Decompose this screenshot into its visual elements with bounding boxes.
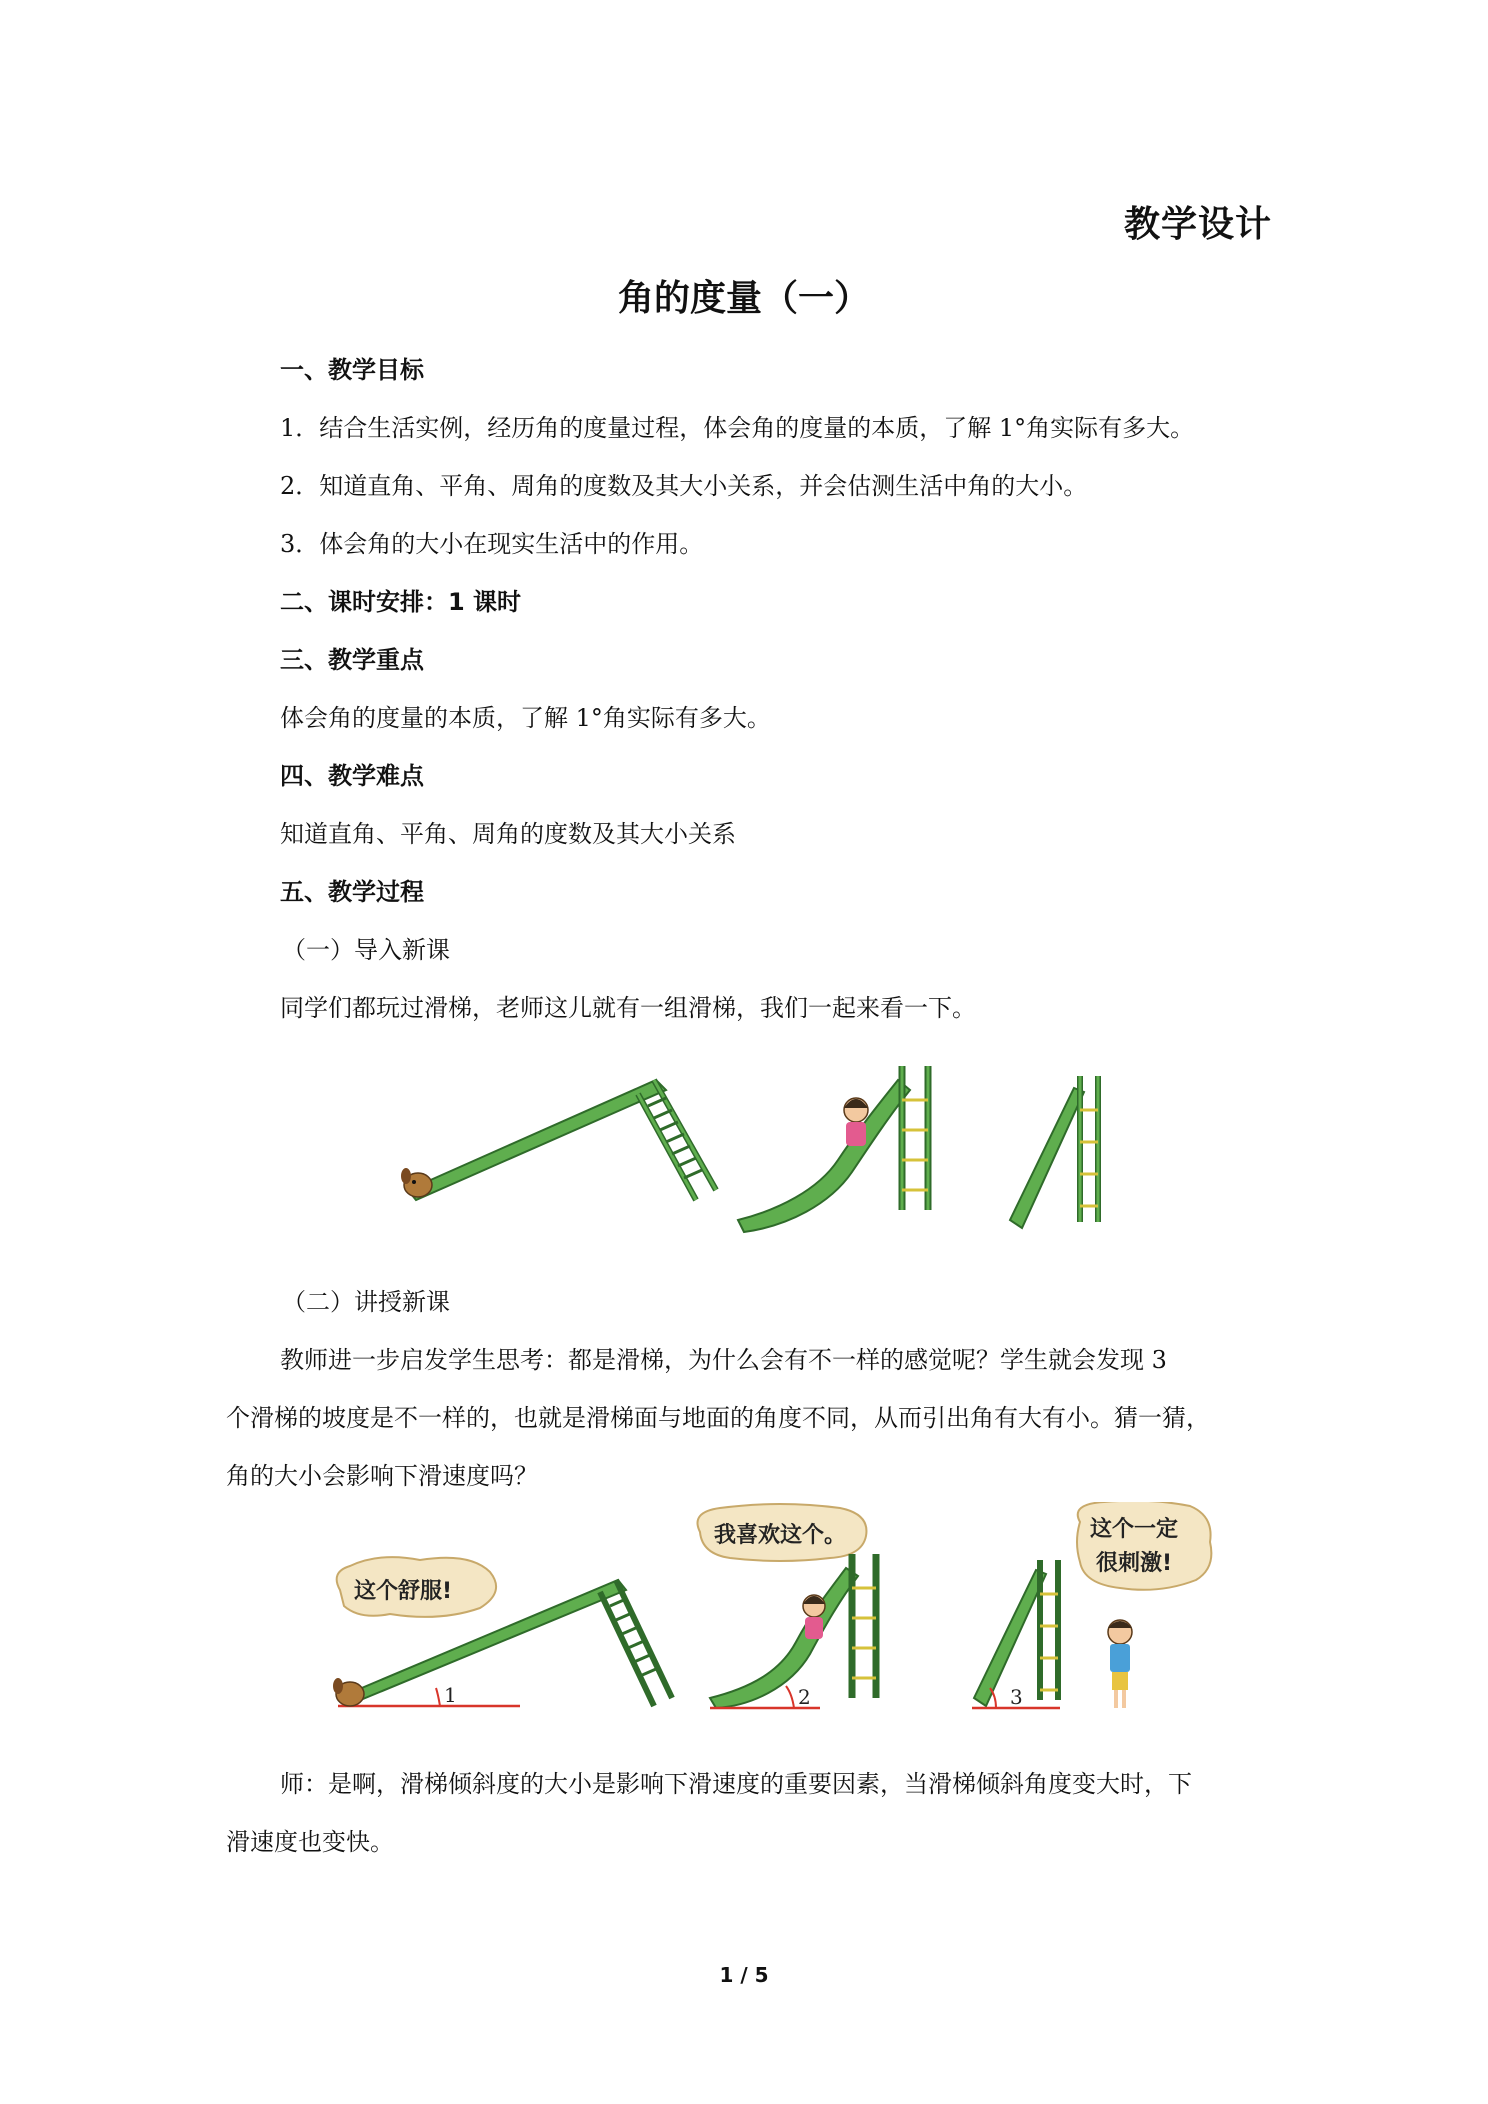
paragraph-2-line-2: 滑速度也变快。	[226, 1828, 394, 1856]
key-text: 体会角的度量的本质，了解 1°角实际有多大。	[280, 704, 771, 732]
intro-text: 同学们都玩过滑梯，老师这儿就有一组滑梯，我们一起来看一下。	[280, 994, 976, 1022]
curved-slide-angle-2	[710, 1554, 876, 1709]
angle-3-label: 3	[1010, 1685, 1023, 1709]
speech-bubble-2	[698, 1504, 867, 1561]
slides-figure	[398, 1060, 1128, 1240]
paragraph-1-line-1: 教师进一步启发学生思考：都是滑梯，为什么会有不一样的感觉呢？学生就会发现 3	[280, 1346, 1167, 1374]
angle-1-label: 1	[444, 1683, 457, 1707]
new-lesson-subheading: （二）讲授新课	[282, 1288, 450, 1316]
dog-icon	[401, 1168, 432, 1197]
boy-icon	[1108, 1620, 1132, 1708]
shallow-slide	[408, 1080, 716, 1200]
difficulty-heading: 四、教学难点	[280, 762, 424, 790]
speech-bubble-3	[1077, 1502, 1211, 1590]
goal-1: 1．结合生活实例，经历角的度量过程，体会角的度量的本质，了解 1°角实际有多大。	[280, 414, 1195, 442]
bubble-3-text-line-2: 很刺激!	[1096, 1551, 1173, 1576]
steep-slide	[1010, 1076, 1098, 1228]
bubble-1-text: 这个舒服!	[354, 1579, 453, 1604]
document-type: 教学设计	[1123, 204, 1272, 245]
paragraph-1-line-2: 个滑梯的坡度是不一样的，也就是滑梯面与地面的角度不同，从而引出角有大有小。猜一猜，	[226, 1404, 1210, 1432]
paragraph-2-line-1: 师：是啊，滑梯倾斜度的大小是影响下滑速度的重要因素，当滑梯倾斜角度变大时，下	[280, 1770, 1192, 1798]
paragraph-1-line-3: 角的大小会影响下滑速度吗？	[226, 1462, 538, 1490]
angle-slides-figure	[320, 1502, 1230, 1722]
key-heading: 三、教学重点	[280, 646, 424, 674]
goal-3: 3．体会角的大小在现实生活中的作用。	[280, 530, 704, 558]
schedule-heading: 二、课时安排：1 课时	[280, 588, 522, 616]
bubble-3-text-line-1: 这个一定	[1090, 1517, 1179, 1542]
page-title: 角的度量（一）	[617, 278, 870, 319]
dog-icon-2	[333, 1678, 364, 1706]
goal-2: 2．知道直角、平角、周角的度数及其大小关系，并会估测生活中角的大小。	[280, 472, 1088, 500]
difficulty-text: 知道直角、平角、周角的度数及其大小关系	[280, 820, 736, 848]
curved-slide	[738, 1066, 928, 1232]
intro-subheading: （一）导入新课	[282, 936, 450, 964]
process-heading: 五、教学过程	[280, 878, 424, 906]
page-number: 1 / 5	[719, 1963, 769, 1987]
speech-bubble-1	[337, 1557, 496, 1617]
angle-2-label: 2	[798, 1685, 811, 1709]
goals-heading: 一、教学目标	[280, 356, 424, 384]
bubble-2-text: 我喜欢这个。	[714, 1523, 847, 1548]
steep-slide-angle-3	[972, 1560, 1060, 1709]
